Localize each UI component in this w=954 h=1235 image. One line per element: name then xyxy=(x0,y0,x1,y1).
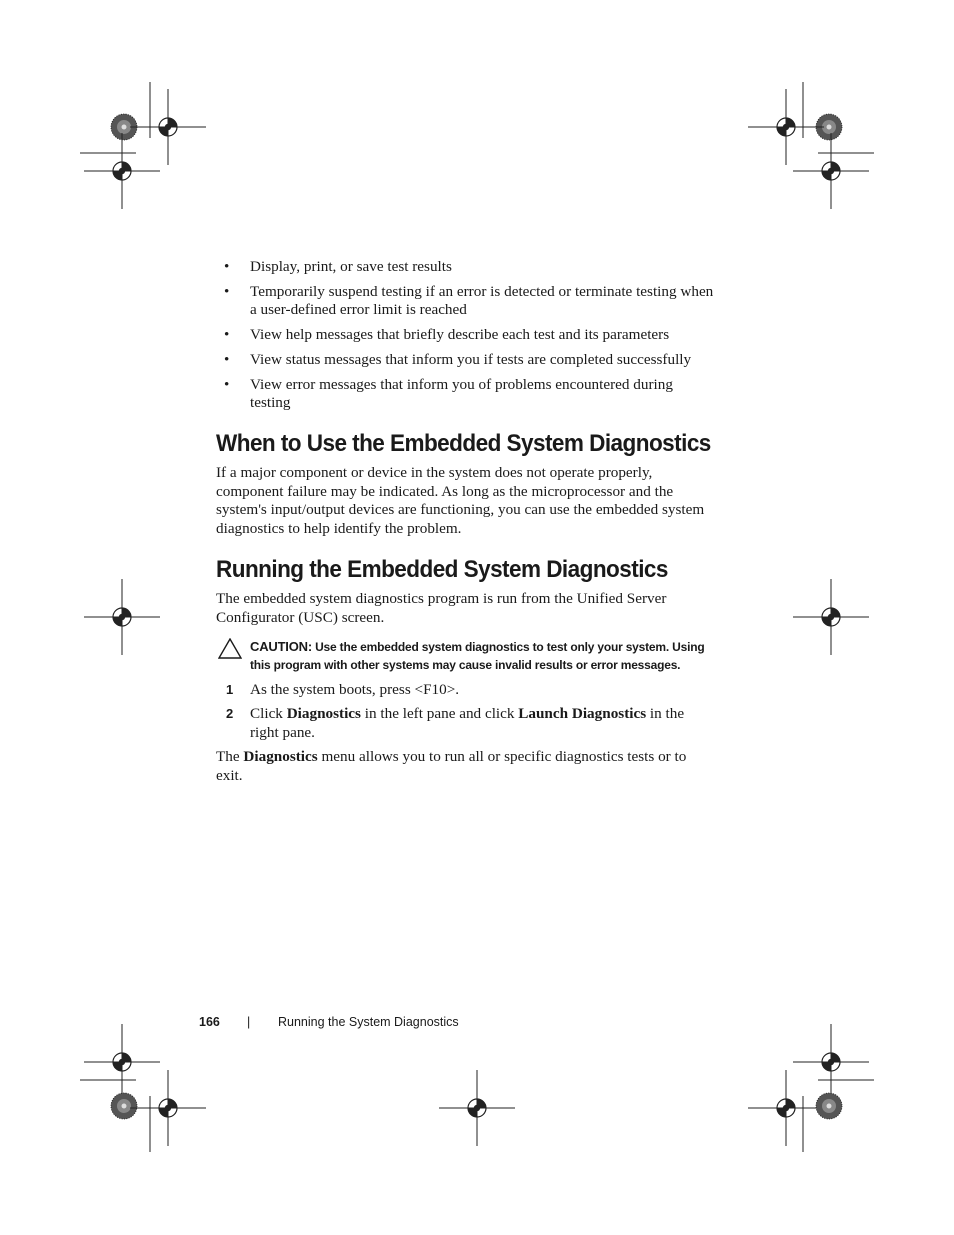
procedure-steps xyxy=(216,681,716,743)
section-heading-when-to-use: When to Use the Embedded System Diagnostics xyxy=(216,430,711,457)
step-item: 1 As the system boots, press <F10>. xyxy=(226,680,460,698)
ui-term-diagnostics: Diagnostics xyxy=(286,705,361,723)
ui-term-launch-diagnostics: Launch Diagnostics xyxy=(518,705,647,723)
page-number: 166 xyxy=(199,1015,220,1029)
list-item: • Temporarily suspend testing if an error is detected or terminate testing when a user-defined error limit is reached xyxy=(224,283,714,318)
list-item: • View status messages that inform you if tests are completed successfully xyxy=(224,351,692,368)
section-body-running: The embedded system diagnostics program is run from the Unified Server Configurator (USC) screen. xyxy=(216,590,667,626)
feature-bullet-list xyxy=(216,258,716,412)
list-item: • Display, print, or save test results xyxy=(224,258,452,275)
ui-term-diagnostics-menu: Diagnostics xyxy=(243,748,318,766)
list-item: • View help messages that briefly describe each test and its parameters xyxy=(224,326,670,343)
caution-label: CAUTION: xyxy=(250,638,312,654)
caution-text: Use the embedded system diagnostics to test only your system. Using this program with other systems may cause invalid results or error messages. xyxy=(250,639,705,672)
section-body-when-to-use: If a major component or device in the system does not operate properly, component failure may be indicated. As long as the microprocessor and the system's input/output devices are functioning, you can use the embedded system diagnostics to help identify the problem. xyxy=(216,464,705,537)
step-item: 2 Click Diagnostics in the left pane and click Launch Diagnostics in the right pane. xyxy=(226,705,685,741)
section-heading-running: Running the Embedded System Diagnostics xyxy=(216,556,668,584)
list-item: • View error messages that inform you of problems encountered during testing xyxy=(224,376,673,411)
footer-separator: | xyxy=(247,1015,251,1029)
caution-triangle-icon xyxy=(218,638,242,659)
page-content xyxy=(216,258,716,786)
closing-paragraph: The Diagnostics menu allows you to run all or specific diagnostics tests or to exit. xyxy=(216,748,687,784)
chapter-title: Running the System Diagnostics xyxy=(278,1015,459,1029)
caution-note xyxy=(216,638,716,674)
